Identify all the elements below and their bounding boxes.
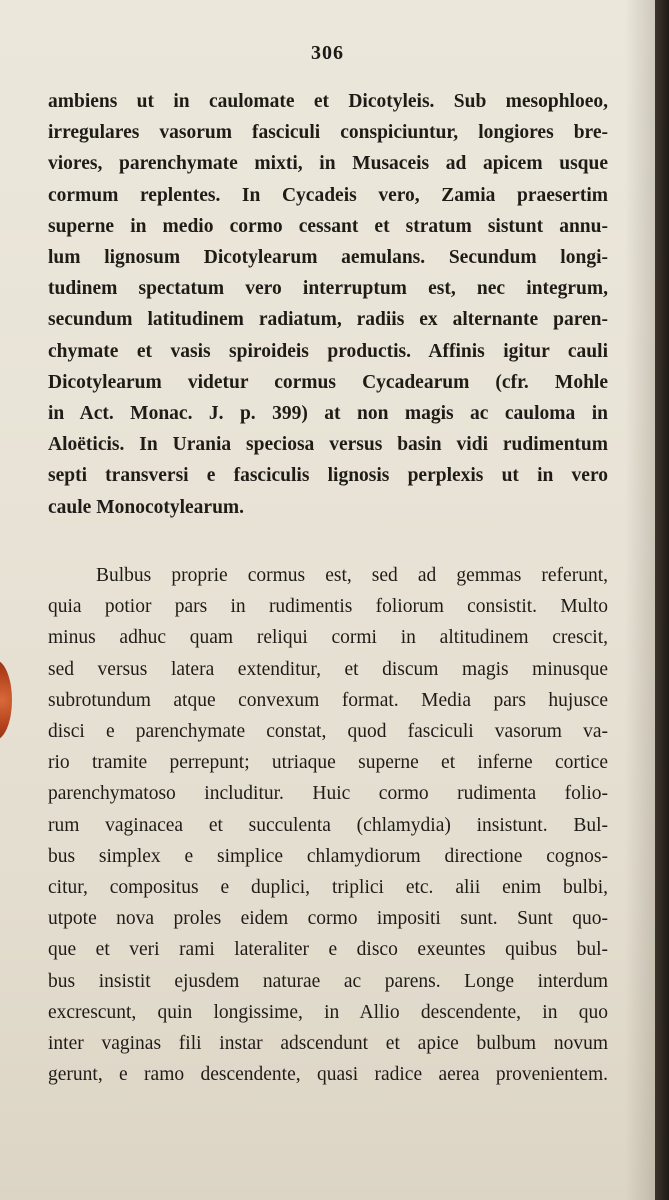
text-line: superne in medio cormo cessant et stratum sistunt annu- bbox=[48, 215, 608, 237]
text-line: cormum replentes. In Cycadeis vero, Zamia praesertim bbox=[48, 184, 608, 206]
text-line: rum vaginacea et succulenta (chlamydia) insistunt. Bul- bbox=[48, 814, 608, 836]
text-line: Dicotylearum videtur cormus Cycadearum (cfr. Mohle bbox=[48, 371, 608, 393]
text-line: parenchymatoso includitur. Huic cormo rudimenta folio- bbox=[48, 783, 608, 805]
text-line: excrescunt, quin longissime, in Allio descendente, in quo bbox=[48, 1001, 608, 1023]
text-line: ambiens ut in caulomate et Dicotyleis. Sub mesophloeo, bbox=[48, 91, 608, 112]
text-line: minus adhuc quam reliqui cormi in altitudinem crescit, bbox=[48, 627, 608, 649]
text-line: bus simplex e simplice chlamydiorum directione cognos- bbox=[48, 845, 608, 867]
text-line: Bulbus proprie cormus est, sed ad gemmas referunt, bbox=[96, 565, 608, 586]
text-line: chymate et vasis spiroideis productis. Affinis igitur cauli bbox=[48, 340, 608, 362]
text-line: sed versus latera extenditur, et discum magis minusque bbox=[48, 658, 608, 680]
text-line: bus insistit ejusdem naturae ac parens. Longe interdum bbox=[48, 970, 608, 992]
text-line: viores, parenchymate mixti, in Musaceis ad apicem usque bbox=[48, 153, 608, 175]
text-line: citur, compositus e duplici, triplici etc. alii enim bulbi, bbox=[48, 877, 608, 899]
page-number: 306 bbox=[311, 42, 344, 64]
text-line: septi transversi e fasciculis lignosis perplexis ut in vero bbox=[48, 465, 608, 487]
text-line: lum lignosum Dicotylearum aemulans. Secundum longi- bbox=[48, 247, 608, 269]
text-line: gerunt, e ramo descendente, quasi radice aerea provenientem. bbox=[48, 1064, 608, 1086]
text-line: utpote nova proles eidem cormo impositi sunt. Sunt quo- bbox=[48, 908, 608, 930]
text-line: tudinem spectatum vero interruptum est, nec integrum, bbox=[48, 278, 608, 300]
text-line: disci e parenchymate constat, quod fasciculi vasorum va- bbox=[48, 721, 608, 743]
text-line: Aloëticis. In Urania speciosa versus basin vidi rudimentum bbox=[48, 434, 608, 456]
paragraph-2 bbox=[48, 560, 608, 1090]
book-edge bbox=[655, 0, 669, 1200]
text-line: irregulares vasorum fasciculi conspiciuntur, longiores bre- bbox=[48, 122, 608, 144]
text-line: rio tramite perrepunt; utriaque superne et inferne cortice bbox=[48, 752, 608, 774]
paragraph-1 bbox=[48, 86, 608, 523]
text-line: quia potior pars in rudimentis foliorum consistit. Multo bbox=[48, 596, 608, 618]
thumb-shadow bbox=[0, 660, 12, 740]
text-line: subrotundum atque convexum format. Media pars hujusce bbox=[48, 689, 608, 711]
text-line: que et veri rami lateraliter e disco exeuntes quibus bul- bbox=[48, 939, 608, 961]
text-line: caule Monocotylearum. bbox=[48, 496, 245, 518]
text-line: inter vaginas fili instar adscendunt et apice bulbum novum bbox=[48, 1033, 608, 1055]
text-line: in Act. Monac. J. p. 399) at non magis ac cauloma in bbox=[48, 403, 608, 425]
text-line: secundum latitudinem radiatum, radiis ex alternante paren- bbox=[48, 309, 608, 331]
